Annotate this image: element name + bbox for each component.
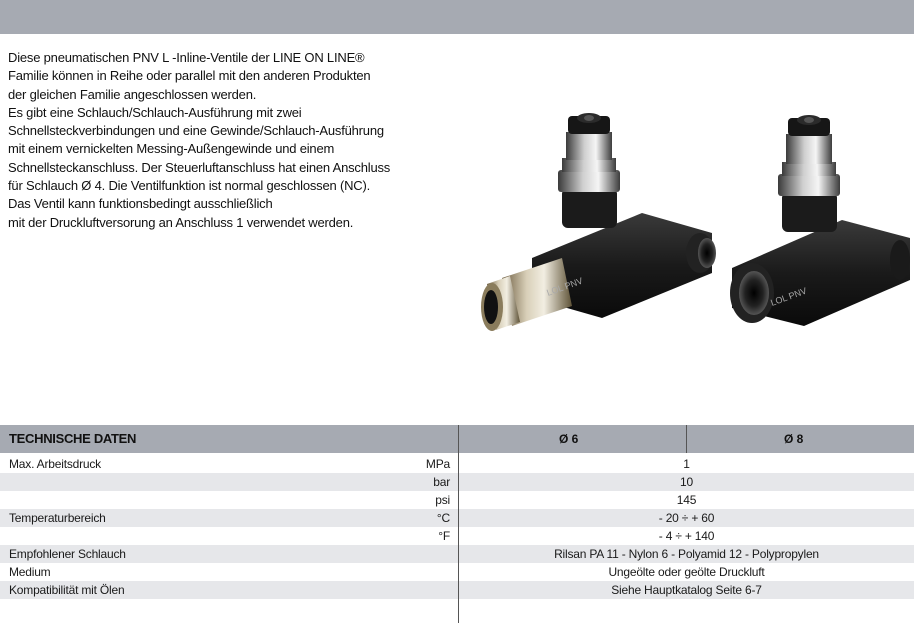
right-valve-marking: LOL PNV — [769, 285, 809, 308]
row-label: Kompatibilität mit Ölen — [9, 583, 125, 597]
intro-line: Schnellsteckverbindungen und eine Gewinde/Schlauch-Ausführung — [8, 123, 384, 139]
intro-line: mit einem vernickelten Messing-Außengewinde und einem — [8, 141, 335, 157]
table-row — [0, 509, 914, 527]
table-row — [0, 455, 914, 473]
right-valve — [730, 115, 910, 326]
intro-text — [8, 49, 428, 232]
table-header — [0, 425, 914, 453]
product-photo — [462, 108, 914, 340]
left-valve-marking: LOL PNV — [545, 275, 585, 298]
header-column-divider — [686, 425, 687, 453]
header-band — [0, 0, 914, 34]
row-unit: bar — [433, 475, 450, 489]
intro-line: Das Ventil kann funktionsbedingt ausschließlich — [8, 196, 273, 212]
intro-line: Diese pneumatischen PNV L -Inline-Ventile der LINE ON LINE® — [8, 50, 365, 65]
row-value: - 4 ÷ + 140 — [658, 529, 715, 543]
row-label: Empfohlener Schlauch — [9, 547, 126, 561]
left-valve — [481, 113, 716, 331]
table-row — [0, 563, 914, 581]
row-value: - 20 ÷ + 60 — [658, 511, 715, 525]
table-row — [0, 581, 914, 599]
row-unit: °F — [438, 529, 450, 543]
intro-line: Es gibt eine Schlauch/Schlauch-Ausführung mit zwei — [8, 104, 302, 120]
table-row — [0, 491, 914, 509]
table-row — [0, 473, 914, 491]
row-label: Temperaturbereich — [9, 511, 106, 525]
row-unit: psi — [435, 493, 450, 507]
table-row — [0, 545, 914, 563]
intro-line: für Schlauch Ø 4. Die Ventilfunktion ist normal geschlossen (NC). — [8, 178, 371, 194]
column-divider — [458, 425, 459, 623]
row-unit: MPa — [425, 457, 450, 471]
intro-line: Familie können in Reihe oder parallel mit den anderen Produkten — [8, 68, 371, 84]
row-value: 1 — [683, 457, 690, 471]
row-label: Medium — [9, 565, 51, 579]
row-unit: °C — [436, 511, 450, 525]
intro-line: Schnellsteckanschluss. Der Steuerluftanschluss hat einen Anschluss — [8, 159, 391, 175]
intro-line: mit der Druckluftversorung an Anschluss 1 verwendet werden. — [8, 214, 354, 230]
row-value: 10 — [680, 475, 693, 489]
row-value: Rilsan PA 11 - Nylon 6 - Polyamid 12 - Polypropylen — [554, 547, 819, 561]
row-value: Siehe Hauptkatalog Seite 6-7 — [611, 583, 762, 597]
table-title: TECHNISCHE DATEN — [9, 431, 137, 446]
intro-line: der gleichen Familie angeschlossen werden. — [8, 86, 257, 102]
row-label: Max. Arbeitsdruck — [9, 457, 101, 471]
row-value: 145 — [676, 493, 697, 507]
row-value: Ungeölte oder geölte Druckluft — [608, 565, 765, 579]
table-row — [0, 527, 914, 545]
column-header-8: Ø 8 — [784, 432, 804, 446]
column-header-6: Ø 6 — [559, 432, 579, 446]
tech-data-table — [0, 425, 914, 623]
